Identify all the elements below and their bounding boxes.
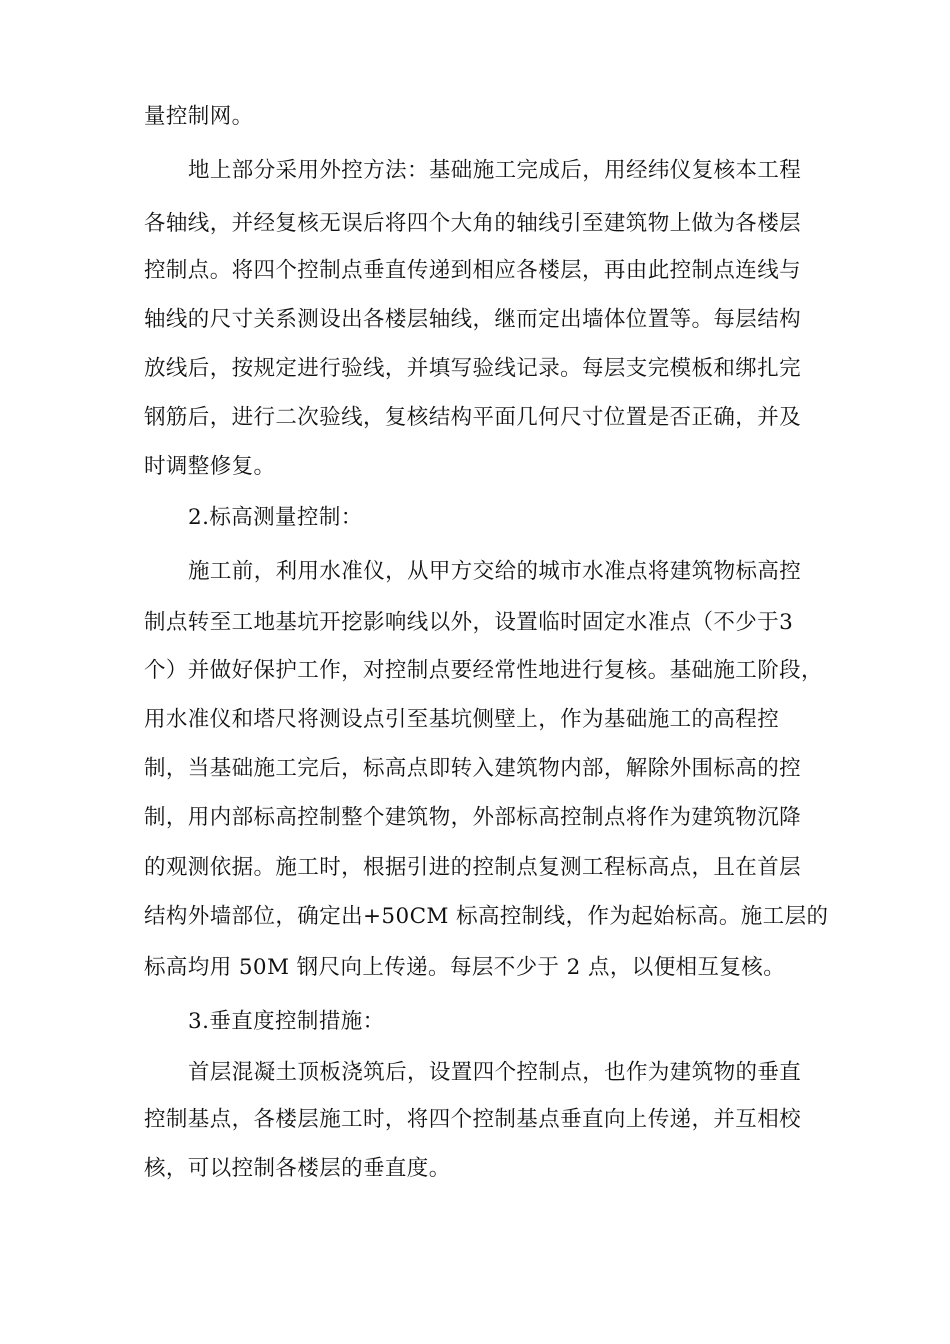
paragraph-line: 首层混凝土顶板浇筑后，设置四个控制点，也作为建筑物的垂直 (188, 1060, 802, 1085)
paragraph-line: 时调整修复。 (144, 454, 276, 479)
paragraph-line: 施工前，利用水准仪，从甲方交给的城市水准点将建筑物标高控 (188, 559, 802, 584)
paragraph-line: 核，可以控制各楼层的垂直度。 (144, 1156, 451, 1181)
paragraph-line: 地上部分采用外控方法：基础施工完成后，用经纬仪复核本工程 (188, 158, 802, 183)
paragraph-line: 制，当基础施工完后，标高点即转入建筑物内部，解除外围标高的控 (144, 756, 802, 781)
paragraph-line: 制点转至工地基坑开挖影响线以外，设置临时固定水准点（不少于3 (144, 610, 794, 635)
paragraph-line: 用水准仪和塔尺将测设点引至基坑侧壁上，作为基础施工的高程控 (144, 707, 780, 732)
section-heading: 3.垂直度控制措施： (188, 1009, 385, 1034)
paragraph-line: 控制点。将四个控制点垂直传递到相应各楼层，再由此控制点连线与 (144, 258, 802, 283)
paragraph-line: 的观测依据。施工时，根据引进的控制点复测工程标高点，且在首层 (144, 855, 802, 880)
paragraph-line: 制，用内部标高控制整个建筑物，外部标高控制点将作为建筑物沉降 (144, 805, 802, 830)
paragraph-line: 放线后，按规定进行验线，并填写验线记录。每层支完模板和绑扎完 (144, 356, 802, 381)
paragraph-line: 钢筋后，进行二次验线，复核结构平面几何尺寸位置是否正确，并及 (144, 405, 802, 430)
paragraph-line: 轴线的尺寸关系测设出各楼层轴线，继而定出墙体位置等。每层结构 (144, 307, 802, 332)
paragraph-line: 个）并做好保护工作，对控制点要经常性地进行复核。基础施工阶段， (144, 658, 823, 683)
paragraph-line: 结构外墙部位，确定出+50CM 标高控制线，作为起始标高。施工层的 (144, 904, 829, 929)
section-heading: 2.标高测量控制： (188, 505, 363, 530)
paragraph-line: 标高均用 50M 钢尺向上传递。每层不少于 2 点，以便相互复核。 (144, 955, 786, 980)
paragraph-line: 各轴线，并经复核无误后将四个大角的轴线引至建筑物上做为各楼层 (144, 211, 802, 236)
paragraph-line: 控制基点，各楼层施工时，将四个控制基点垂直向上传递，并互相校 (144, 1107, 802, 1132)
paragraph-line: 量控制网。 (144, 104, 254, 129)
